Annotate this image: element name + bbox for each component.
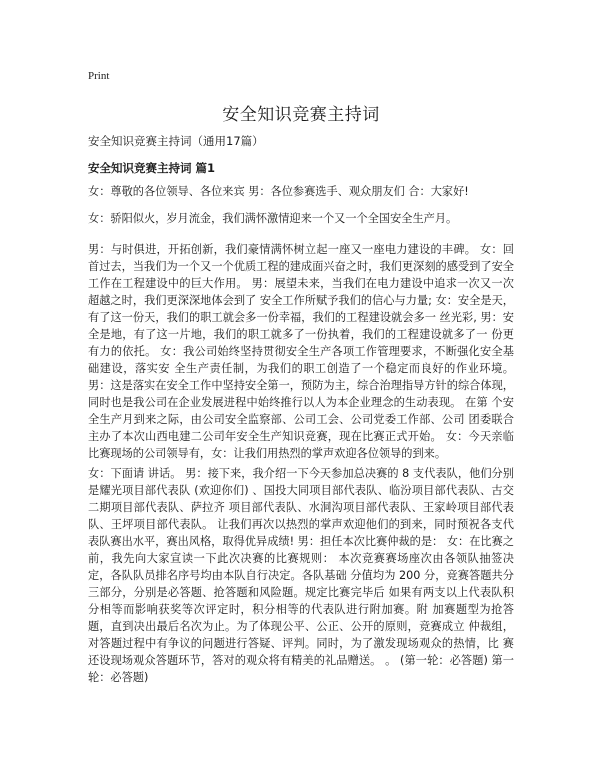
print-link[interactable]: Print [88,70,110,82]
paragraph-3: 男：与时俱进，开拓创新，我们豪情满怀树立起一座又一座电力建设的丰碑。 女：回首过去，当我们为一个又一个优质工程的建成面兴奋之时，我们更深刻的感受到了安全工作在工程建设中的巨大作用。 男：展望未来，当我们在电力建设中追求一次又一次超越之时，我们更深深地体会到了 安全工作所赋予我们的信心与力量; 女：安全是天，有了这一份天，我们的职工就会多一份幸福，我们的工程建设就会多一 丝光彩, 男：安全是地，有了这一片地，我们的职工就多了一份执着，我们的工程建设就多了一 份更有力的依托。 女：我公司始终坚持贯彻安全生产各项工作管理要求，不断强化安全基础建设，落实安 全生产责任制，为我们的职工创造了一个稳定而良好的作业环境。 男：这是落实在安全工作中坚持安全第一，预防为主，综合治理指导方针的综合体现， 同时也是我公司在企业发展进程中始终推行以人为本企业理念的生动表现。 在第 个安全生产月到来之际，由公司安全监察部、公司工会、公司党委工作部、公司 团委联合主办了本次山西电建二公司年安全生产知识竞赛，现在比赛正式开始。 女：今天亲临比赛现场的公司领导有，女：让我们用热烈的掌声欢迎各位领导的到来。 [88,243,514,460]
paragraph-1: 女：尊敬的各位领导、各位来宾 男：各位参赛选手、观众朋友们 合：大家好! [88,185,469,198]
document-subtitle: 安全知识竞赛主持词（通用17篇） [88,134,264,148]
paragraph-4: 女：下面请 讲话。 男：接下来，我介绍一下今天参加总决赛的 8 支代表队，他们分别是耀光项目部代表队 (欢迎你们) 、国投大同项目部代表队、临汾项目部代表队、古交二期项目部代表队、萨拉齐 项目部代表队、水洞沟项目部代表队、王家岭项目部代表队、王坪项目部代表队。 让我们再次以热烈的掌声欢迎他们的到来，同时预祝各支代表队赛出水平，赛出风格，取得优异成绩! 男：担任本次比赛仲裁的是： 女：在比赛之前，我先向大家宣读一下此次决赛的比赛规则： 本次竞赛赛场座次由各领队抽签决定，各队队员排名序号均由本队自行决定。各队基础 分值均为 200 分，竞赛答题共分三部分，分别是必答题、抢答题和风险题。规定比赛完毕后 如果有两支以上代表队积分相等而影响获奖等次评定时，积分相等的代表队进行附加赛。附 加赛题型为抢答题，直到决出最后名次为止。为了体现公平、公正、公开的原则，竞赛成立 仲裁组，对答题过程中有争议的问题进行答疑、评判。同时，为了激发现场观众的热情，比 赛还设现场观众答题环节，答对的观众将有精美的礼品赠送。 。 (第一轮：必答题) 第一轮：必答题) [88,467,514,684]
page-title: 安全知识竞赛主持词 [222,105,380,125]
paragraph-2: 女：骄阳似火，岁月流金，我们满怀激情迎来一个又一个全国安全生产月。 [88,212,458,225]
section-heading: 安全知识竞赛主持词 篇1 [88,161,216,175]
